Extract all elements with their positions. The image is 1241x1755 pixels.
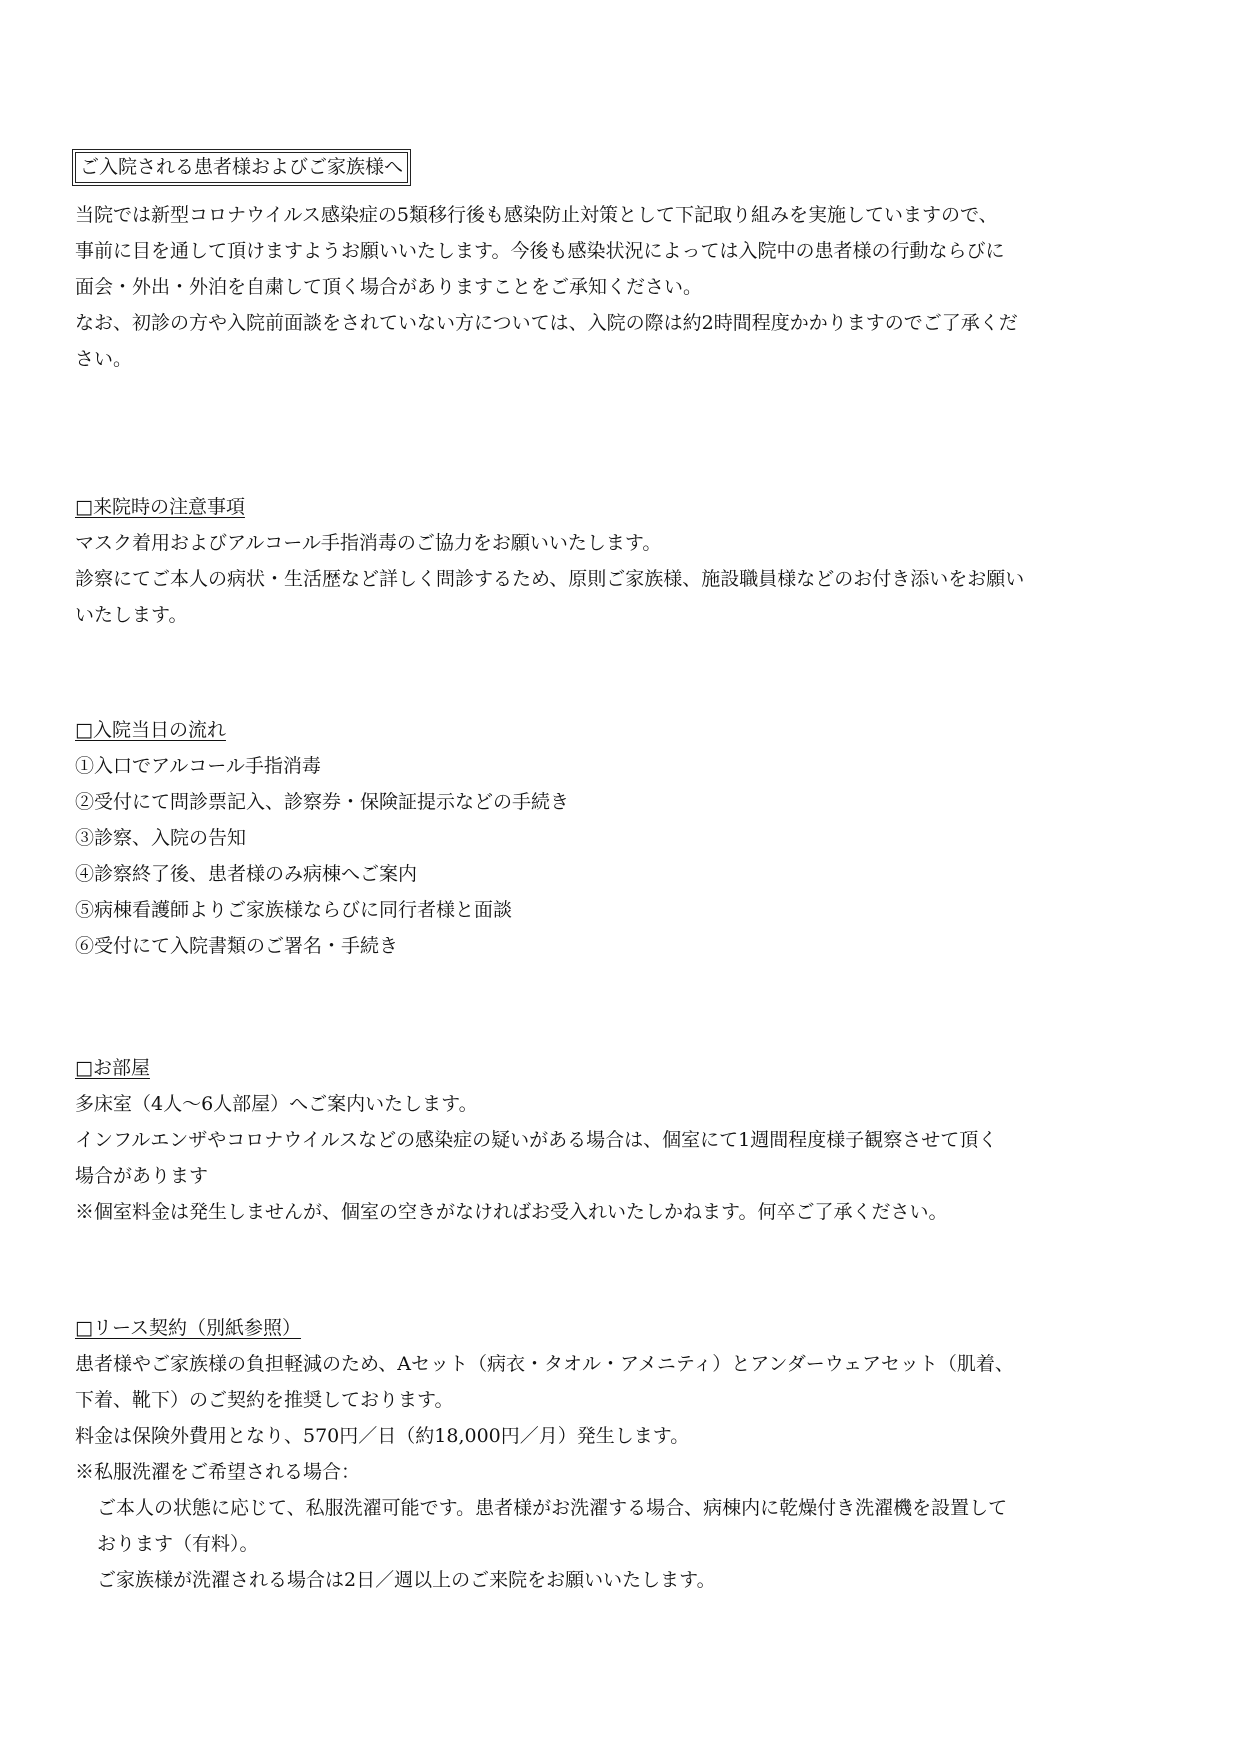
flow-step: ②受付にて問診票記入、診察券・保険証提示などの手続き [75,791,570,813]
intro-paragraph [75,197,1170,377]
section-visit [75,489,1170,633]
intro-line: さい。 [75,348,133,370]
section-line: いたします。 [75,604,188,626]
intro-line: 当院では新型コロナウイルス感染症の5類移行後も感染防止対策として下記取り組みを実施していますので、 [75,204,998,226]
section-line: 場合があります [75,1165,209,1187]
section-line: 下着、靴下）のご契約を推奨しております。 [75,1389,454,1411]
indented-line: おります（有料）。 [97,1533,259,1555]
indented-line: ご本人の状態に応じて、私服洗濯可能です。患者様がお洗濯する場合、病棟内に乾燥付き洗濯機を設置して [97,1497,1008,1519]
flow-step: ③診察、入院の告知 [75,827,247,849]
indented-line: ご家族様が洗濯される場合は2日／週以上のご来院をお願いいたします。 [97,1569,716,1591]
intro-line: なお、初診の方や入院前面談をされていない方については、入院の際は約2時間程度かかりますのでご了承くだ [75,312,1018,334]
section-line: マスク着用およびアルコール手指消毒のご協力をお願いいたします。 [75,532,662,554]
section-heading: □リース契約（別紙参照） [75,1317,302,1339]
section-heading: □来院時の注意事項 [75,496,245,518]
section-line: 診察にてご本人の病状・生活歴など詳しく問診するため、原則ご家族様、施設職員様などのお付き添いをお願い [75,568,1025,590]
section-line: 料金は保険外費用となり、570円／日（約18,000円／月）発生します。 [75,1425,690,1447]
section-line: ※私服洗濯をご希望される場合： [75,1461,361,1483]
section-line: 多床室（4人～6人部屋）へご案内いたします。 [75,1093,478,1115]
section-flow [75,712,1170,964]
intro-line: 面会・外出・外泊を自粛して頂く場合がありますことをご承知ください。 [75,276,703,298]
flow-step: ⑤病棟看護師よりご家族様ならびに同行者様と面談 [75,899,513,921]
flow-step: ⑥受付にて入院書類のご署名・手続き [75,935,399,957]
intro-line: 事前に目を通して頂けますようお願いいたします。今後も感染状況によっては入院中の患者様の行動ならびに [75,240,1005,262]
flow-step: ①入口でアルコール手指消毒 [75,755,321,777]
flow-step: ④診察終了後、患者様のみ病棟へご案内 [75,863,418,885]
section-heading: □入院当日の流れ [75,719,226,741]
section-lease [75,1310,1170,1598]
section-line: インフルエンザやコロナウイルスなどの感染症の疑いがある場合は、個室にて1週間程度様子観察させて頂く [75,1129,998,1151]
section-line: 患者様やご家族様の負担軽減のため、Aセット（病衣・タオル・アメニティ）とアンダーウェアセット（肌着、 [75,1353,1014,1375]
section-heading: □お部屋 [75,1057,150,1079]
section-line: ※個室料金は発生しませんが、個室の空きがなければお受入れいたしかねます。何卒ご了承ください。 [75,1201,948,1223]
section-room [75,1050,1170,1230]
document-title: ご入院される患者様およびご家族様へ [75,152,408,183]
